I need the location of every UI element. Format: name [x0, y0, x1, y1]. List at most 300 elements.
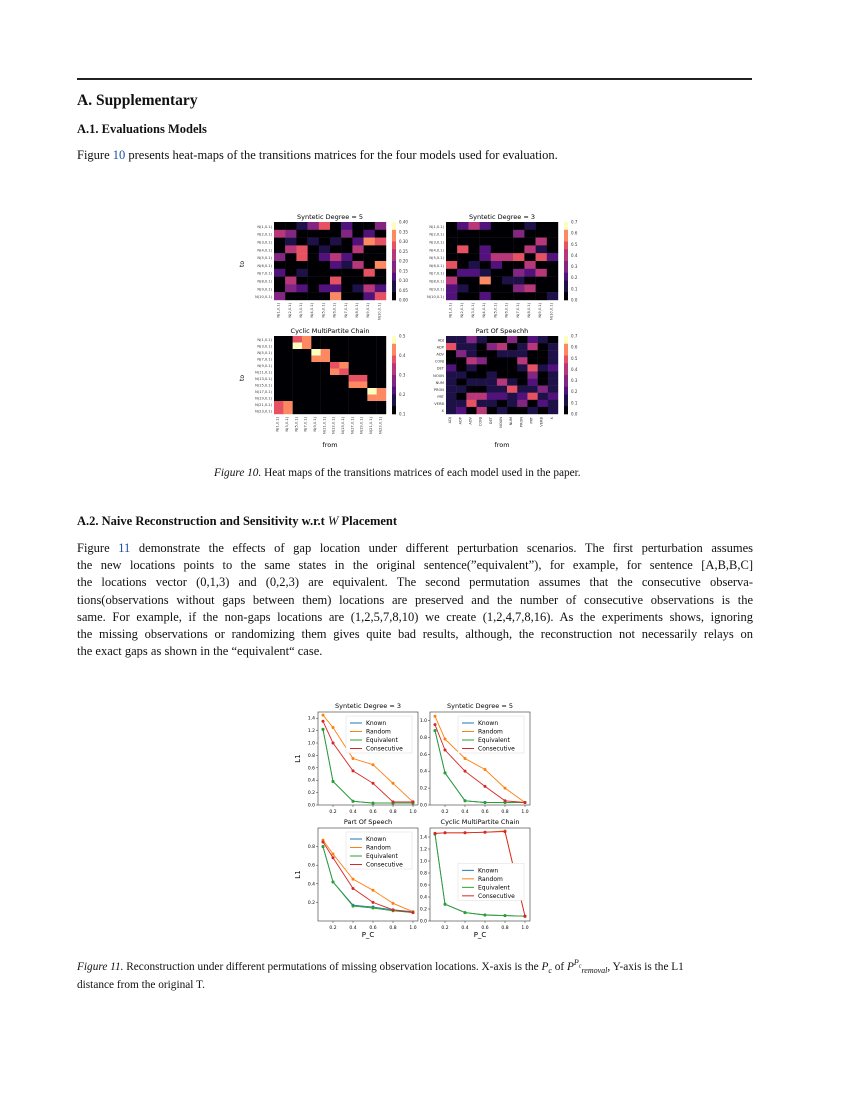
heatmap-cell	[367, 401, 377, 408]
heatmap-cell	[330, 230, 341, 238]
legend-label: Equivalent	[478, 737, 510, 744]
heatmap-row-label: N(21,0.1)	[255, 402, 272, 407]
heatmap-row-label: N(7,0.1)	[257, 357, 272, 362]
heatmap-cell	[358, 382, 368, 389]
caption-a: Reconstruction under different permutations of missing observation locations. X-axis is the	[123, 960, 542, 973]
series-point	[392, 800, 395, 803]
y-tick-label: 1.4	[419, 835, 427, 841]
heatmap-cell	[311, 362, 321, 369]
series-point	[464, 911, 467, 914]
heatmap-cell	[375, 284, 386, 292]
heatmap-col-label: N(1,0.1)	[276, 303, 281, 318]
heatmap-cell	[339, 336, 349, 343]
heatmap-cell	[352, 230, 363, 238]
heatmap-cell	[293, 395, 303, 402]
heatmap-cell	[377, 395, 387, 402]
heatmap-cell	[349, 336, 359, 343]
heatmap-cell	[446, 277, 457, 285]
colorbar-segment	[392, 269, 396, 273]
colorbar-segment	[564, 222, 568, 226]
series-point	[352, 800, 355, 803]
y-tick-label: 0.8	[307, 845, 315, 851]
heatmap-cell	[321, 395, 331, 402]
heatmap-col-label: N(4,0.1)	[482, 303, 487, 318]
x-tick-label: 0.2	[329, 926, 337, 931]
heatmap-cell	[302, 388, 312, 395]
heatmap-col-label: N(7,0.1)	[515, 303, 520, 318]
y-tick-label: 1.2	[419, 847, 427, 853]
heatmap-cell	[497, 393, 507, 400]
heatmap-cell	[293, 382, 303, 389]
series-point	[484, 768, 487, 771]
heatmap-cell	[456, 371, 466, 378]
heatmap-cell	[480, 253, 491, 261]
heatmap-col-label: PRT	[529, 417, 534, 424]
heatmap-col-label: N(1,0.1)	[448, 303, 453, 318]
heatmap-cell	[527, 364, 537, 371]
colorbar-segment	[392, 344, 396, 348]
colorbar-segment	[392, 234, 396, 238]
heatmap-row-label: PRON	[433, 387, 444, 392]
colorbar-segment	[392, 387, 396, 391]
heatmap-cell	[468, 284, 479, 292]
title-var: W	[327, 514, 339, 528]
heatmap-cell	[339, 375, 349, 382]
heatmap-cell	[536, 261, 547, 269]
heatmap-cell	[457, 253, 468, 261]
heatmap-cell	[456, 393, 466, 400]
heatmap-cell	[274, 253, 285, 261]
heatmap-col-label: N(10,0.1)	[549, 303, 554, 320]
section-title: A. Supplementary	[77, 92, 198, 109]
heatmap-cell	[296, 269, 307, 277]
series-point	[332, 780, 335, 783]
heatmap-cell	[446, 230, 457, 238]
heatmap-cell	[527, 350, 537, 357]
heatmap-cell	[507, 371, 517, 378]
colorbar-segment	[564, 356, 568, 360]
heatmap-row-label: N(1,0.1)	[429, 224, 444, 229]
heatmap-col-label: N(7,0.1)	[303, 417, 308, 432]
heatmap-cell	[468, 253, 479, 261]
heatmap-cell	[477, 343, 487, 350]
heatmap-cell	[446, 238, 457, 246]
heatmap-cell	[352, 253, 363, 261]
heatmap-cell	[513, 253, 524, 261]
colorbar-segment	[564, 284, 568, 288]
heatmap-title: Part Of Speechh	[475, 327, 529, 335]
heatmap-row-label: N(5,0.1)	[429, 256, 444, 261]
heatmap-cell	[477, 364, 487, 371]
heatmap-cell	[497, 350, 507, 357]
heatmap-row-label: N(10,0.1)	[427, 295, 444, 300]
heatmap-cell	[358, 395, 368, 402]
heatmap-cell	[548, 379, 558, 386]
heatmap-cell	[274, 230, 285, 238]
heatmap-cell	[538, 371, 548, 378]
heatmap-cell	[446, 261, 457, 269]
heatmap-cell	[517, 393, 527, 400]
para-text: presents heat-maps of the transitions matrices for the four models used for evaluation.	[125, 148, 558, 162]
colorbar-segment	[564, 348, 568, 352]
y-tick-label: 0.2	[419, 907, 427, 913]
title-post: Placement	[338, 514, 398, 528]
caption-sub: removal	[581, 966, 608, 976]
colorbar-segment	[392, 253, 396, 257]
colorbar-tick: 0.05	[399, 287, 408, 293]
heatmap-cell	[524, 284, 535, 292]
heatmap-cell	[466, 364, 476, 371]
colorbar-segment	[392, 230, 396, 234]
colorbar-segment	[564, 387, 568, 391]
heatmap-cell	[466, 386, 476, 393]
heatmap-cell	[283, 382, 293, 389]
heatmap-cell	[487, 407, 497, 414]
para-line-4: tions(observations without gaps between them) locations are preserved and the number of consecutive observations is the	[77, 592, 753, 607]
heatmap-cell	[456, 343, 466, 350]
heatmap-cell	[283, 401, 293, 408]
x-tick-label: 0.6	[481, 810, 489, 815]
figure-11-charts	[290, 700, 550, 948]
colorbar-segment	[392, 352, 396, 356]
heatmap-cell	[446, 245, 457, 253]
heatmap-cell	[367, 408, 377, 415]
heatmap-cell	[339, 343, 349, 350]
heatmap-cell	[507, 364, 517, 371]
heatmap-cell	[302, 336, 312, 343]
heatmap-cell	[456, 350, 466, 357]
heatmap-cell	[524, 269, 535, 277]
colorbar-segment	[564, 253, 568, 257]
heatmap-cell	[274, 401, 284, 408]
heatmap-cell	[536, 245, 547, 253]
x-tick-label: 0.2	[441, 926, 449, 931]
colorbar-tick: 0.00	[399, 297, 408, 303]
heatmap-cell	[330, 362, 340, 369]
heatmap-cell	[349, 395, 359, 402]
heatmap-cell	[302, 369, 312, 376]
heatmap-cell	[446, 386, 456, 393]
heatmap-cell	[352, 292, 363, 300]
series-point	[352, 878, 355, 881]
heatmap-cell	[358, 375, 368, 382]
heatmap-cell	[274, 395, 284, 402]
heatmap-row-label: DET	[436, 366, 444, 371]
heatmap-cell	[477, 386, 487, 393]
heatmap-row-label: N(8,0.1)	[429, 279, 444, 284]
colorbar-segment	[392, 391, 396, 395]
series-point	[504, 914, 507, 917]
colorbar-segment	[392, 406, 396, 410]
heatmap-cell	[274, 222, 285, 230]
heatmap-cell	[352, 238, 363, 246]
colorbar-segment	[564, 226, 568, 230]
heatmap-cell	[358, 362, 368, 369]
colorbar-tick: 0.6	[571, 344, 578, 350]
heatmap-cell	[341, 238, 352, 246]
series-point	[322, 840, 325, 843]
series-point	[392, 908, 395, 911]
colorbar-segment	[392, 348, 396, 352]
heatmap-cell	[349, 408, 359, 415]
heatmap-cell	[330, 356, 340, 363]
heatmap-cell	[517, 364, 527, 371]
series-point	[444, 749, 447, 752]
heatmap-cell	[274, 369, 284, 376]
colorbar-segment	[564, 281, 568, 285]
colorbar-segment	[564, 265, 568, 269]
figure-11-link[interactable]: 11	[118, 541, 131, 555]
heatmap-col-label: N(3,0.1)	[285, 417, 289, 432]
y-tick-label: 0.2	[419, 786, 427, 792]
line-chart	[420, 818, 530, 939]
heatmap-cell	[487, 336, 497, 343]
heatmap-col-label: CONJ	[478, 417, 483, 427]
heatmap-cell	[364, 277, 375, 285]
heatmap-cell	[527, 371, 537, 378]
heatmap-cell	[364, 261, 375, 269]
heatmap-cell	[548, 364, 558, 371]
heatmap-cell	[497, 386, 507, 393]
colorbar-segment	[392, 288, 396, 292]
colorbar-segment	[392, 367, 396, 371]
heatmap-col-label: ADP	[458, 417, 463, 425]
heatmap-cell	[349, 343, 359, 350]
heatmap-cell	[477, 371, 487, 378]
heatmap-col-label: N(1,0.1)	[275, 417, 280, 432]
colorbar-segment	[392, 265, 396, 269]
heatmap-cell	[308, 292, 319, 300]
heatmap-cell	[274, 269, 285, 277]
heatmap-cell	[477, 379, 487, 386]
heatmap-cell	[517, 343, 527, 350]
heatmap-cell	[285, 277, 296, 285]
heatmap-panel	[427, 213, 578, 320]
colorbar-segment	[564, 367, 568, 371]
para-line-2: the new locations points to the same states in the original sentence(”equivalent”), for example, for sentence [A,B,B,C]	[77, 558, 753, 573]
heatmap-cell	[548, 350, 558, 357]
series-point	[332, 742, 335, 745]
heatmap-cell	[517, 350, 527, 357]
colorbar-segment	[392, 273, 396, 277]
heatmap-cell	[339, 356, 349, 363]
colorbar-tick: 0.6	[571, 230, 578, 236]
heatmap-cell	[480, 284, 491, 292]
heatmap-cell	[367, 343, 377, 350]
y-tick-label: 1.0	[419, 859, 427, 865]
heatmap-cell	[308, 277, 319, 285]
para-line-6: the missing observations or randomizing them gives quite bad results, although, the reconstruction not necessarily relays on	[77, 627, 753, 642]
series-point	[504, 787, 507, 790]
heatmap-cell	[308, 230, 319, 238]
heatmap-cell	[296, 230, 307, 238]
heatmap-cell	[311, 382, 321, 389]
heatmap-panel	[255, 213, 408, 320]
x-tick-label: 0.4	[461, 926, 469, 931]
colorbar-tick: 0.30	[399, 239, 408, 244]
colorbar-segment	[564, 402, 568, 406]
series-point	[392, 782, 395, 785]
heatmap-cell	[548, 393, 558, 400]
heatmap-cell	[466, 407, 476, 414]
colorbar-segment	[392, 402, 396, 406]
heatmap-col-label: N(6,0.1)	[504, 303, 509, 318]
heatmap-cell	[446, 284, 457, 292]
heatmap-cell	[538, 350, 548, 357]
heatmap-cell	[502, 222, 513, 230]
series-point	[372, 763, 375, 766]
heatmap-cell	[364, 238, 375, 246]
y-tick-label: 0.6	[419, 883, 427, 889]
heatmap-cell	[283, 349, 293, 356]
heatmap-cell	[457, 284, 468, 292]
heatmap-cell	[339, 395, 349, 402]
heatmap-panel	[433, 327, 578, 428]
heatmap-cell	[446, 379, 456, 386]
y-tick-label: 0.8	[419, 735, 427, 741]
heatmap-cell	[339, 369, 349, 376]
ylabel-to: to	[239, 260, 246, 268]
colorbar-segment	[392, 410, 396, 414]
colorbar-segment	[392, 245, 396, 249]
heatmap-cell	[446, 371, 456, 378]
heatmap-cell	[339, 362, 349, 369]
series-point	[444, 903, 447, 906]
heatmap-cell	[274, 382, 284, 389]
colorbar-tick: 0.4	[399, 353, 406, 358]
legend-label: Equivalent	[366, 737, 398, 744]
colorbar-segment	[392, 395, 396, 399]
y-tick-label: 0.4	[307, 882, 315, 888]
legend-label: Known	[366, 836, 387, 843]
series-point	[332, 853, 335, 856]
heatmap-cell	[538, 364, 548, 371]
caption-sup-sub: c	[578, 963, 582, 970]
y-axis-label: L1	[294, 870, 302, 879]
top-rule	[77, 78, 752, 80]
heatmap-row-label: NUM	[435, 380, 444, 385]
heatmap-col-label: N(17,0.1)	[350, 417, 355, 434]
heatmap-cell	[341, 277, 352, 285]
heatmap-cell	[375, 238, 386, 246]
x-tick-label: 0.4	[461, 810, 469, 815]
heatmap-cell	[477, 393, 487, 400]
heatmap-cell	[296, 292, 307, 300]
heatmap-cell	[377, 369, 387, 376]
heatmap-row-label: N(13,0.1)	[255, 376, 272, 381]
heatmap-cell	[480, 277, 491, 285]
figure-10-link[interactable]: 10	[112, 148, 126, 162]
heatmap-cell	[457, 269, 468, 277]
heatmap-cell	[285, 292, 296, 300]
heatmap-cell	[487, 357, 497, 364]
heatmap-cell	[477, 336, 487, 343]
heatmap-cell	[311, 375, 321, 382]
colorbar-segment	[564, 230, 568, 234]
heatmap-cell	[367, 375, 377, 382]
heatmap-cell	[507, 343, 517, 350]
heatmap-cell	[352, 245, 363, 253]
heatmap-cell	[487, 400, 497, 407]
heatmap-row-label: N(2,0.1)	[257, 232, 272, 237]
heatmap-cell	[538, 343, 548, 350]
heatmap-cell	[527, 336, 537, 343]
heatmap-cell	[274, 349, 284, 356]
x-tick-label: 0.6	[369, 926, 377, 931]
heatmap-cell	[330, 395, 340, 402]
heatmap-cell	[321, 408, 331, 415]
heatmap-cell	[468, 230, 479, 238]
heatmap-cell	[311, 369, 321, 376]
heatmap-cell	[502, 277, 513, 285]
heatmap-cell	[517, 400, 527, 407]
heatmap-cell	[524, 230, 535, 238]
heatmap-cell	[311, 395, 321, 402]
series-point	[392, 902, 395, 905]
colorbar-segment	[392, 371, 396, 375]
chart-title: Part Of Speech	[343, 818, 393, 826]
heatmap-col-label: ADV	[468, 417, 473, 425]
heatmap-cell	[536, 292, 547, 300]
colorbar-segment	[564, 359, 568, 363]
heatmap-row-label: N(3,0.1)	[429, 240, 444, 245]
heatmap-cell	[446, 253, 457, 261]
x-tick-label: 1.0	[409, 926, 417, 931]
colorbar-segment	[564, 371, 568, 375]
heatmap-cell	[274, 343, 284, 350]
heatmap-col-label: PRON	[519, 417, 524, 428]
heatmap-cell	[321, 356, 331, 363]
heatmap-cell	[283, 356, 293, 363]
colorbar-tick: 0.2	[571, 389, 578, 395]
paragraph-naive	[77, 540, 753, 660]
colorbar-segment	[392, 379, 396, 383]
colorbar-segment	[564, 336, 568, 340]
heatmap-col-label: N(5,0.1)	[294, 417, 299, 432]
heatmap-cell	[457, 277, 468, 285]
heatmap-cell	[375, 292, 386, 300]
heatmap-cell	[538, 393, 548, 400]
legend-label: Consecutive	[478, 745, 515, 753]
heatmap-cell	[330, 284, 341, 292]
series-point	[464, 757, 467, 760]
y-tick-label: 1.0	[419, 718, 427, 724]
heatmap-cell	[319, 284, 330, 292]
heatmap-cell	[302, 375, 312, 382]
colorbar-tick: 0.5	[571, 241, 578, 247]
heatmap-cell	[487, 350, 497, 357]
heatmap-cell	[302, 401, 312, 408]
heatmap-cell	[321, 382, 331, 389]
series-point	[434, 715, 437, 718]
heatmap-cell	[513, 222, 524, 230]
heatmap-cell	[524, 253, 535, 261]
legend-label: Consecutive	[478, 892, 515, 900]
heatmap-cell	[547, 230, 558, 238]
y-tick-label: 0.6	[307, 766, 315, 772]
heatmap-row-label: N(7,0.1)	[257, 271, 272, 276]
heatmap-cell	[341, 222, 352, 230]
heatmap-cell	[367, 362, 377, 369]
heatmap-cell	[321, 362, 331, 369]
heatmap-cell	[283, 408, 293, 415]
series-point	[322, 714, 325, 717]
heatmap-cell	[446, 343, 456, 350]
heatmap-cell	[456, 336, 466, 343]
heatmap-cell	[375, 222, 386, 230]
heatmap-cell	[311, 356, 321, 363]
heatmap-cell	[513, 277, 524, 285]
